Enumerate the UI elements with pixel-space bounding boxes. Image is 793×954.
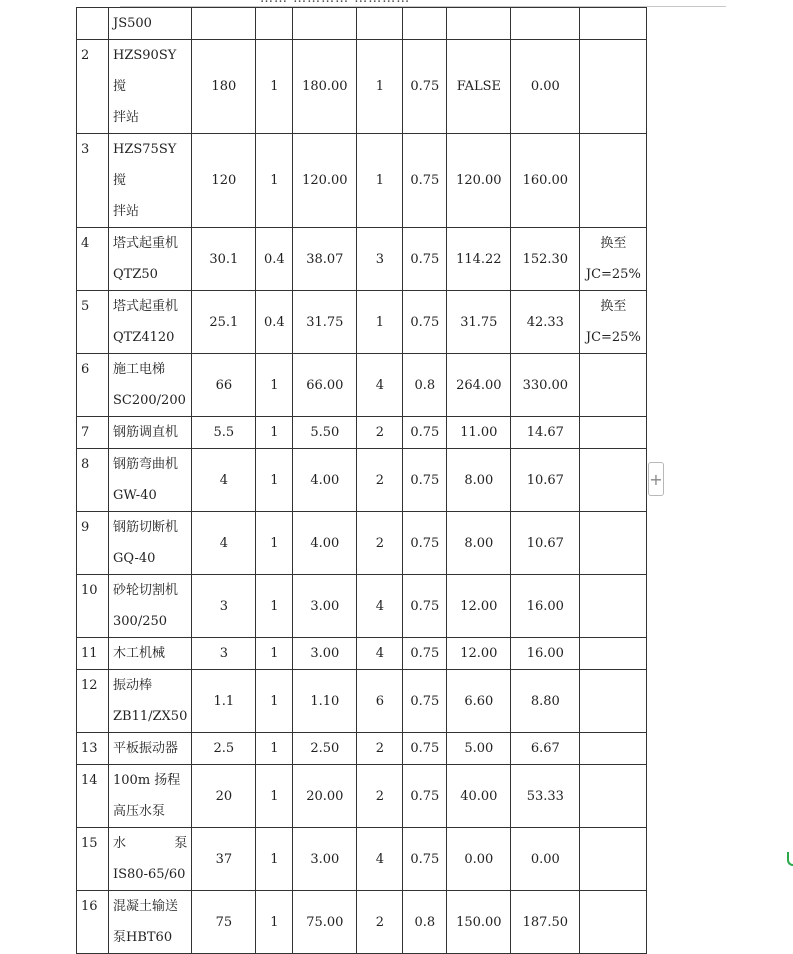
equipment-model: GW-40 <box>113 488 157 503</box>
cell-pe: 38.07 <box>293 228 357 291</box>
cell-note <box>580 891 647 954</box>
cell-pe: 3.00 <box>293 828 357 891</box>
equipment-model: 300/250 <box>113 614 168 629</box>
cell-no: 14 <box>77 765 109 828</box>
cell-pjs: 0.00 <box>447 828 511 891</box>
cell-name <box>109 638 192 670</box>
equipment-name: 塔式起重机 <box>113 236 179 251</box>
cell-no <box>77 8 109 40</box>
cell-no: 12 <box>77 670 109 733</box>
cell-no: 15 <box>77 828 109 891</box>
cell-name <box>109 891 192 954</box>
cell-pe: 3.00 <box>293 638 357 670</box>
equipment-model: IS80-65/60 <box>113 867 186 882</box>
table-row <box>77 733 647 765</box>
cell-jc: 0.4 <box>256 291 293 354</box>
cell-jc: 1 <box>256 891 293 954</box>
cell-qty: 2 <box>357 512 403 575</box>
cell-power: 2.5 <box>192 733 256 765</box>
cell-jc: 1 <box>256 417 293 449</box>
cell-jc: 1 <box>256 828 293 891</box>
cell-qty: 2 <box>357 765 403 828</box>
cell-kx: 0.8 <box>403 354 447 417</box>
table-row <box>77 765 647 828</box>
cell-no: 6 <box>77 354 109 417</box>
cell-power: 4 <box>192 512 256 575</box>
cell-pe: 180.00 <box>293 40 357 134</box>
equipment-name: 混凝土输送 <box>113 899 179 914</box>
cell-power: 180 <box>192 40 256 134</box>
equipment-name: 塔式起重机 <box>113 299 179 314</box>
cell-pjs: 11.00 <box>447 417 511 449</box>
cell-name <box>109 8 192 40</box>
cell-no: 13 <box>77 733 109 765</box>
cell-power: 1.1 <box>192 670 256 733</box>
cell-note <box>580 291 647 354</box>
cell-pjs: 264.00 <box>447 354 511 417</box>
table-row <box>77 40 647 134</box>
equipment-model: 高压水泵 <box>113 804 166 819</box>
cell-sjs: 10.67 <box>511 512 580 575</box>
cell-kx: 0.75 <box>403 228 447 291</box>
cell-qty: 2 <box>357 733 403 765</box>
cell-kx: 0.75 <box>403 417 447 449</box>
cell-jc: 1 <box>256 638 293 670</box>
cell-kx: 0.75 <box>403 134 447 228</box>
cell-power: 3 <box>192 575 256 638</box>
cell-note <box>580 40 647 134</box>
cell-jc: 1 <box>256 512 293 575</box>
cell-power: 20 <box>192 765 256 828</box>
cell-no: 2 <box>77 40 109 134</box>
cell-pjs: 150.00 <box>447 891 511 954</box>
cell-pjs: FALSE <box>447 40 511 134</box>
cell-name <box>109 512 192 575</box>
equipment-load-table <box>76 7 647 954</box>
equipment-name: 砂轮切割机 <box>113 583 179 598</box>
cell-pe: 2.50 <box>293 733 357 765</box>
cell-jc: 1 <box>256 40 293 134</box>
equipment-name: 施工电梯 <box>113 362 166 377</box>
cell-sjs: 42.33 <box>511 291 580 354</box>
cell-no: 3 <box>77 134 109 228</box>
cell-sjs: 14.67 <box>511 417 580 449</box>
cell-pjs: 40.00 <box>447 765 511 828</box>
cell-pjs: 120.00 <box>447 134 511 228</box>
cell-pjs: 12.00 <box>447 638 511 670</box>
cell-no: 5 <box>77 291 109 354</box>
cell-qty: 2 <box>357 891 403 954</box>
equipment-name: 振动棒 <box>113 678 153 693</box>
table-row <box>77 134 647 228</box>
cell-no: 11 <box>77 638 109 670</box>
clipped-header-text <box>260 0 410 6</box>
cell-pe: 20.00 <box>293 765 357 828</box>
cell-kx: 0.75 <box>403 40 447 134</box>
cell-note <box>580 828 647 891</box>
cell-kx: 0.75 <box>403 828 447 891</box>
cell-sjs: 16.00 <box>511 638 580 670</box>
add-column-button[interactable]: + <box>648 462 664 496</box>
cell-qty: 4 <box>357 638 403 670</box>
cell-jc: 1 <box>256 354 293 417</box>
cell-qty: 4 <box>357 575 403 638</box>
equipment-model: 泵HBT60 <box>113 930 173 945</box>
equipment-model: QTZ50 <box>113 267 158 282</box>
cell-note <box>580 417 647 449</box>
cell-name <box>109 291 192 354</box>
table-row <box>77 670 647 733</box>
cell-pe: 66.00 <box>293 354 357 417</box>
note-line: JC=25% <box>585 330 641 345</box>
equipment-name: 平板振动器 <box>113 741 179 756</box>
table-row <box>77 8 647 40</box>
cell-pe: 4.00 <box>293 449 357 512</box>
cell-sjs: 187.50 <box>511 891 580 954</box>
cell-name <box>109 828 192 891</box>
cell-sjs: 330.00 <box>511 354 580 417</box>
cell-kx: 0.75 <box>403 670 447 733</box>
cell-note <box>580 638 647 670</box>
cell-qty: 1 <box>357 134 403 228</box>
cell-jc: 1 <box>256 765 293 828</box>
cell-qty: 1 <box>357 40 403 134</box>
cell-pjs: 8.00 <box>447 449 511 512</box>
equipment-model: 拌站 <box>113 110 140 125</box>
cell-power: 5.5 <box>192 417 256 449</box>
equipment-model: 拌站 <box>113 204 140 219</box>
cell-pe: 75.00 <box>293 891 357 954</box>
equipment-model: QTZ4120 <box>113 330 175 345</box>
equipment-name: 钢筋切断机 <box>113 520 179 535</box>
equipment-name: HZS75SY 搅 <box>113 142 177 188</box>
table-row <box>77 228 647 291</box>
cell-note <box>580 449 647 512</box>
cell-jc: 1 <box>256 449 293 512</box>
cell-pe: 31.75 <box>293 291 357 354</box>
cell-power: 4 <box>192 449 256 512</box>
cell-pe: 120.00 <box>293 134 357 228</box>
cell-kx: 0.75 <box>403 291 447 354</box>
equipment-name: 水 泵 <box>113 836 188 851</box>
cell-power: 75 <box>192 891 256 954</box>
cell-kx: 0.75 <box>403 765 447 828</box>
cell-jc: 0.4 <box>256 228 293 291</box>
cell-qty: 6 <box>357 670 403 733</box>
cell-jc: 1 <box>256 733 293 765</box>
cell-qty: 2 <box>357 449 403 512</box>
table-row <box>77 828 647 891</box>
cell-pjs: 12.00 <box>447 575 511 638</box>
table-row <box>77 638 647 670</box>
cell-qty: 1 <box>357 291 403 354</box>
cell-power: 120 <box>192 134 256 228</box>
cell-name <box>109 134 192 228</box>
cell-power: 66 <box>192 354 256 417</box>
cell-name <box>109 670 192 733</box>
cell-sjs: 53.33 <box>511 765 580 828</box>
cell-name <box>109 449 192 512</box>
cell-power: 25.1 <box>192 291 256 354</box>
cell-jc: 1 <box>256 670 293 733</box>
equipment-name: 钢筋调直机 <box>113 425 179 440</box>
cell-name <box>109 40 192 134</box>
cell-qty: 4 <box>357 354 403 417</box>
cell-no: 4 <box>77 228 109 291</box>
cell-note <box>580 575 647 638</box>
cell-pe: 1.10 <box>293 670 357 733</box>
table-row <box>77 291 647 354</box>
cell-pjs: 5.00 <box>447 733 511 765</box>
cell-power: 30.1 <box>192 228 256 291</box>
equipment-model: GQ-40 <box>113 551 156 566</box>
cell-no: 8 <box>77 449 109 512</box>
cell-kx: 0.75 <box>403 512 447 575</box>
cell-pe: 4.00 <box>293 512 357 575</box>
cell-name <box>109 765 192 828</box>
cell-no: 16 <box>77 891 109 954</box>
cell-note <box>580 134 647 228</box>
equipment-name: 钢筋弯曲机 <box>113 457 179 472</box>
note-line: 换至 <box>600 236 627 251</box>
cell-kx: 0.75 <box>403 575 447 638</box>
cell-pjs: 8.00 <box>447 512 511 575</box>
cell-note <box>580 670 647 733</box>
cell-pjs: 31.75 <box>447 291 511 354</box>
cell-pe: 3.00 <box>293 575 357 638</box>
cell-name <box>109 575 192 638</box>
cell-sjs: 16.00 <box>511 575 580 638</box>
table-row <box>77 575 647 638</box>
cell-name <box>109 354 192 417</box>
cell-pjs: 114.22 <box>447 228 511 291</box>
cell-pe: 5.50 <box>293 417 357 449</box>
equipment-model: SC200/200 <box>113 393 186 408</box>
equipment-model: ZB11/ZX50 <box>113 709 188 724</box>
cell-name <box>109 228 192 291</box>
table-row <box>77 417 647 449</box>
cell-note <box>580 733 647 765</box>
cell-kx: 0.75 <box>403 638 447 670</box>
cell-sjs: 0.00 <box>511 828 580 891</box>
cell-pjs: 6.60 <box>447 670 511 733</box>
equipment-name: JS500 <box>113 16 152 31</box>
cell-sjs: 10.67 <box>511 449 580 512</box>
cell-note <box>580 354 647 417</box>
table-row <box>77 891 647 954</box>
table-row <box>77 512 647 575</box>
cell-kx: 0.8 <box>403 891 447 954</box>
cell-name <box>109 733 192 765</box>
note-line: 换至 <box>600 299 627 314</box>
cell-sjs: 0.00 <box>511 40 580 134</box>
cell-no: 9 <box>77 512 109 575</box>
note-line: JC=25% <box>585 267 641 282</box>
cell-sjs: 152.30 <box>511 228 580 291</box>
cell-note <box>580 228 647 291</box>
cell-sjs: 6.67 <box>511 733 580 765</box>
table-row <box>77 354 647 417</box>
cell-name <box>109 417 192 449</box>
corner-leaf-icon <box>787 852 793 866</box>
cell-jc: 1 <box>256 575 293 638</box>
cell-kx: 0.75 <box>403 733 447 765</box>
cell-qty: 4 <box>357 828 403 891</box>
table-row <box>77 449 647 512</box>
equipment-name: 100m 扬程 <box>113 773 181 788</box>
cell-power: 3 <box>192 638 256 670</box>
cell-no: 7 <box>77 417 109 449</box>
cell-note <box>580 512 647 575</box>
equipment-name: 木工机械 <box>113 646 166 661</box>
cell-sjs: 8.80 <box>511 670 580 733</box>
cell-kx: 0.75 <box>403 449 447 512</box>
equipment-name: HZS90SY 搅 <box>113 48 177 94</box>
cell-qty: 3 <box>357 228 403 291</box>
cell-qty: 2 <box>357 417 403 449</box>
cell-power: 37 <box>192 828 256 891</box>
cell-jc: 1 <box>256 134 293 228</box>
cell-sjs: 160.00 <box>511 134 580 228</box>
cell-no: 10 <box>77 575 109 638</box>
cell-note <box>580 765 647 828</box>
